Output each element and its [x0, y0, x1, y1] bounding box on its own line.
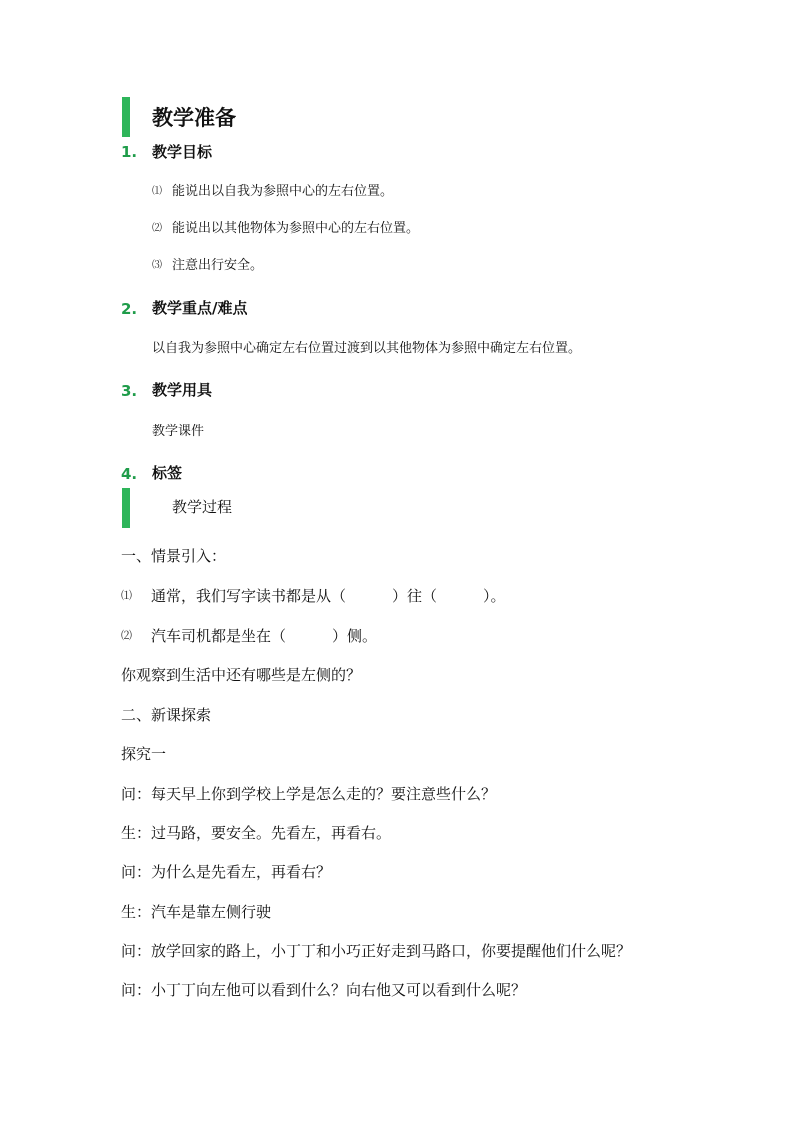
section-title-key-points: 教学重点/难点 [152, 299, 248, 317]
dialogue-line-1: 问：每天早上你到学校上学是怎么走的？要注意些什么？ [121, 785, 497, 803]
section-number-4: 4. [121, 465, 138, 483]
section-title-goals: 教学目标 [152, 143, 213, 161]
question-2 [151, 627, 377, 645]
new-lesson-heading: 二、新课探索 [121, 706, 212, 724]
section-bar-process [122, 488, 130, 528]
goal-marker-1: ⑴ [152, 186, 162, 197]
explore-heading: 探究一 [121, 745, 167, 763]
question-1-part-c: ）。 [483, 587, 506, 605]
goal-text-3: 注意出行安全。 [172, 258, 264, 273]
question-marker-1: ⑴ [121, 589, 132, 602]
question-1-part-a: 通常，我们写字读书都是从（ [151, 587, 347, 605]
prep-title: 教学准备 [152, 106, 236, 130]
tools-text: 教学课件 [152, 424, 205, 439]
goal-text-2: 能说出以其他物体为参照中心的左右位置。 [172, 221, 420, 236]
question-2-part-a: 汽车司机都是坐在（ [151, 627, 287, 645]
intro-heading: 一、情景引入： [121, 547, 227, 565]
section-title-tags: 标签 [152, 464, 183, 482]
goal-text-1: 能说出以自我为参照中心的左右位置。 [172, 184, 394, 199]
goal-marker-3: ⑶ [152, 260, 162, 271]
goal-marker-2: ⑵ [152, 223, 162, 234]
observe-question: 你观察到生活中还有哪些是左侧的？ [121, 666, 362, 684]
process-title: 教学过程 [172, 498, 233, 516]
dialogue-line-4: 生：汽车是靠左侧行驶 [121, 903, 272, 921]
question-1-part-b: ）往（ [392, 587, 438, 605]
section-bar-prep [122, 97, 130, 137]
section-number-2: 2. [121, 300, 138, 318]
dialogue-line-2: 生：过马路，要安全。先看左，再看右。 [121, 824, 392, 842]
section-number-3: 3. [121, 382, 138, 400]
dialogue-line-5: 问：放学回家的路上，小丁丁和小巧正好走到马路口，你要提醒他们什么呢？ [121, 942, 632, 960]
section-title-tools: 教学用具 [152, 381, 213, 399]
question-1 [151, 587, 506, 605]
dialogue-line-3: 问：为什么是先看左，再看右？ [121, 863, 332, 881]
section-number-1: 1. [121, 143, 138, 161]
dialogue-line-6: 问：小丁丁向左他可以看到什么？向右他又可以看到什么呢？ [121, 981, 527, 999]
question-marker-2: ⑵ [121, 629, 132, 642]
question-2-part-b: ）侧。 [332, 627, 378, 645]
key-points-text: 以自我为参照中心确定左右位置过渡到以其他物体为参照中确定左右位置。 [152, 341, 582, 356]
